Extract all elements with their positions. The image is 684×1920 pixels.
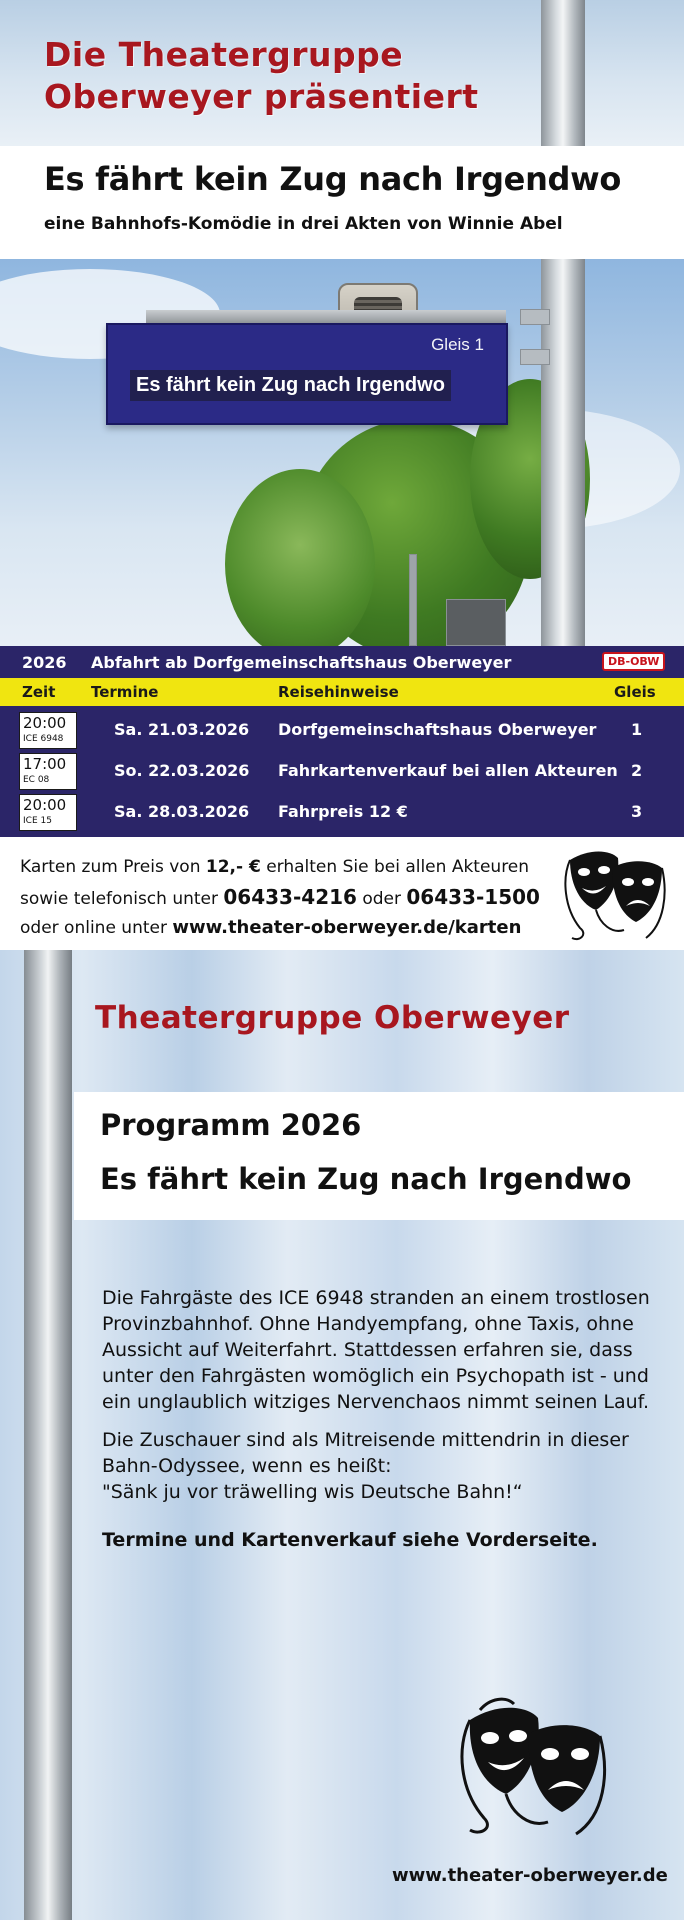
ticket-text: oder online unter (20, 918, 173, 938)
gleis: 3 (631, 802, 643, 821)
date: Sa. 28.03.2026 (114, 802, 250, 821)
departure-time (19, 712, 77, 749)
brand-title: Theatergruppe Oberweyer (95, 1000, 570, 1036)
ticket-text: oder (356, 889, 407, 909)
gleis: 1 (631, 720, 643, 739)
paragraph-2-quote: "Sänk ju vor träwelling wis Deutsche Bahn!“ (102, 1481, 523, 1503)
phone-number-2[interactable]: 06433-1500 (406, 885, 540, 909)
timetable-row (0, 792, 684, 833)
headline-line-1: Die Theatergruppe (44, 35, 404, 74)
train: EC 08 (23, 775, 50, 785)
theater-masks-icon (450, 1690, 620, 1840)
timetable-columns (0, 678, 684, 706)
time: 17:00 (23, 755, 67, 773)
closing-note: Termine und Kartenverkauf siehe Vorderseite. (102, 1529, 598, 1551)
ticket-text: erhalten Sie bei allen Akteuren (260, 857, 530, 877)
pole-bracket (520, 309, 550, 325)
sign-platform: Gleis 1 (431, 335, 484, 354)
tree (225, 469, 375, 646)
headline (44, 34, 564, 118)
timetable (0, 646, 684, 837)
db-obw-badge: DB-OBW (602, 652, 665, 671)
paragraph-1: Die Fahrgäste des ICE 6948 stranden an einem trostlosen Provinzbahnhof. Ohne Handyempfang, ohne Taxis, ohne Aussicht auf Weiterfahrt. Stattdessen erfahren sie, dass unter den Fahrgästen womöglich ein Psychopath ist - und ein unglaublich witziges Nervenchaos nimmt seinen Lauf. (102, 1287, 650, 1413)
program-description (102, 1285, 662, 1565)
ticket-url-link[interactable]: www.theater-oberweyer.de/karten (172, 917, 522, 938)
info: Fahrkartenverkauf bei allen Akteuren (278, 761, 618, 780)
program-band (74, 1092, 684, 1220)
ticket-text: Karten zum Preis von (20, 857, 206, 877)
train: ICE 15 (23, 816, 52, 826)
gleis: 2 (631, 761, 643, 780)
flyer-back (0, 950, 684, 1920)
column-zeit: Zeit (22, 683, 56, 701)
sign-destination: Es fährt kein Zug nach Irgendwo (130, 370, 451, 401)
post (409, 554, 417, 646)
time: 20:00 (23, 714, 67, 732)
phone-number-1[interactable]: 06433-4216 (223, 885, 357, 909)
program-title: Es fährt kein Zug nach Irgendwo (100, 1162, 632, 1196)
column-gleis: Gleis (614, 683, 656, 701)
footer-url-link[interactable]: www.theater-oberweyer.de (392, 1865, 668, 1886)
departure-time (19, 794, 77, 831)
flyer-front (0, 0, 684, 950)
info: Fahrpreis 12 € (278, 802, 408, 821)
column-termine: Termine (91, 683, 159, 701)
ticket-text: sowie telefonisch unter (20, 889, 224, 909)
platform-display (106, 323, 508, 425)
play-title: Es fährt kein Zug nach Irgendwo (44, 160, 622, 198)
station-pole (24, 950, 72, 1920)
timetable-year: 2026 (22, 653, 67, 672)
timetable-row (0, 751, 684, 792)
timetable-departure: Abfahrt ab Dorfgemeinschaftshaus Oberweyer (91, 653, 512, 672)
program-label: Programm 2026 (100, 1108, 362, 1142)
time: 20:00 (23, 796, 67, 814)
headline-line-2: Oberweyer präsentiert (44, 77, 479, 116)
pole-bracket (520, 349, 550, 365)
departure-time (19, 753, 77, 790)
ticket-line-3 (20, 917, 521, 938)
timetable-header (0, 646, 684, 678)
theater-masks-icon (560, 838, 670, 948)
station-sign (106, 310, 508, 458)
play-subtitle: eine Bahnhofs-Komödie in drei Akten von Winnie Abel (44, 214, 563, 234)
sign-rail (146, 310, 506, 324)
train: ICE 6948 (23, 734, 64, 744)
paragraph-2 (102, 1427, 662, 1505)
timetable-row (0, 710, 684, 751)
title-band (0, 146, 684, 259)
paragraph-2-a: Die Zuschauer sind als Mitreisende mittendrin in dieser Bahn-Odyssee, wenn es heißt: (102, 1429, 629, 1477)
ticket-line-1 (20, 857, 529, 877)
station-photo (0, 259, 684, 646)
date: So. 22.03.2026 (114, 761, 250, 780)
date: Sa. 21.03.2026 (114, 720, 250, 739)
ticket-line-2 (20, 885, 540, 909)
column-reisehinweise: Reisehinweise (278, 683, 399, 701)
ticket-price: 12,- € (205, 857, 261, 877)
info: Dorfgemeinschaftshaus Oberweyer (278, 720, 597, 739)
signal-box (446, 599, 506, 646)
